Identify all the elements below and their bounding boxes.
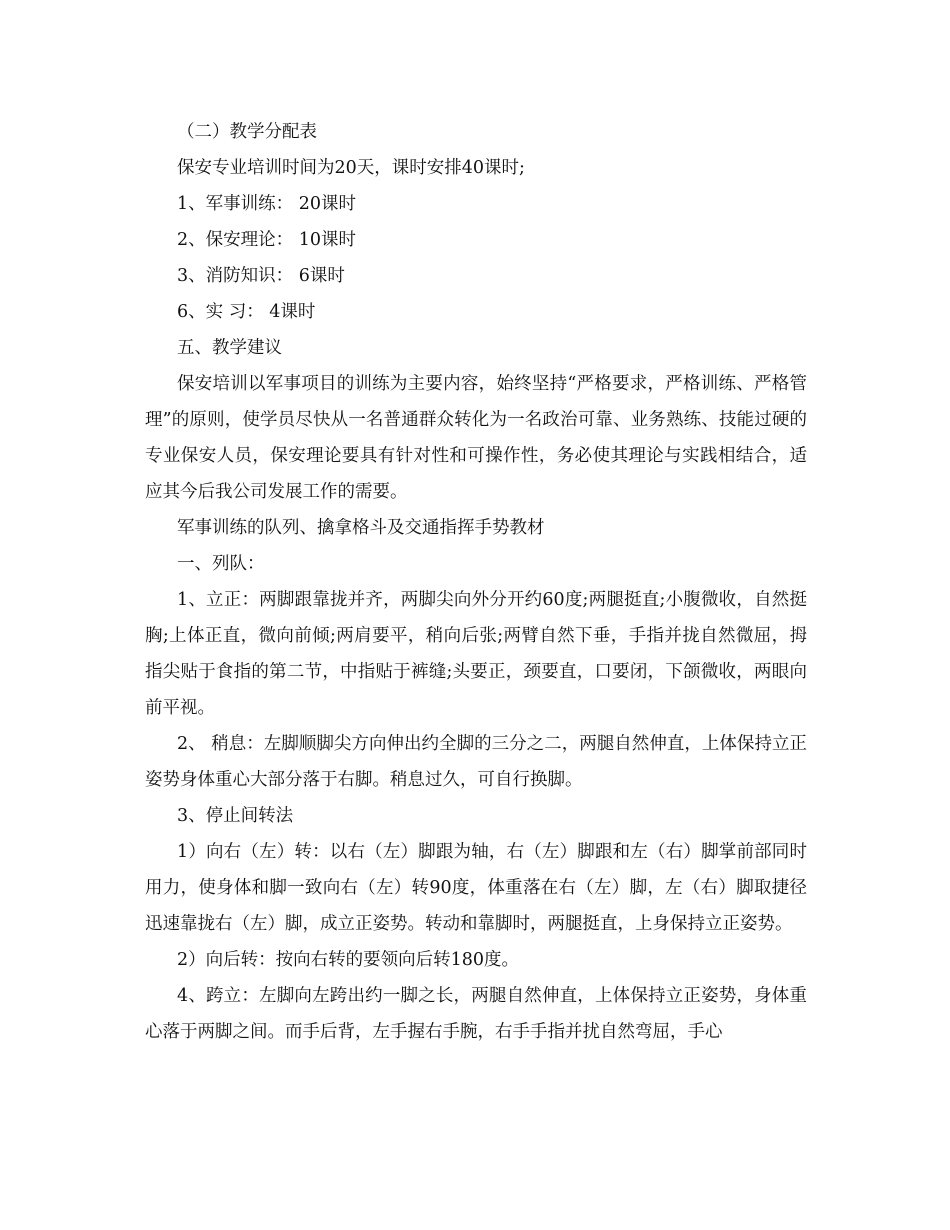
list-item-military-training: 1、军事训练： 20课时 [177,194,356,214]
section-heading-military-materials: 军事训练的队列、擒拿格斗及交通指挥手势教材 [177,518,545,538]
list-item-internship: 6、实 习： 4课时 [177,302,316,322]
list-item-fire-knowledge: 3、消防知识： 6课时 [177,266,345,286]
document-page [145,114,807,1050]
paragraph-right-left-face: 1）向右（左）转：以右（左）脚跟为轴，右（左）脚跟和左（右）脚掌前部同时用力，使身体和脚一致向右（左）转90度，体重落在右（左）脚，左（右）脚取捷径迅速靠拢右（左）脚，成立正姿势。转动和靠脚时，两腿挺直，上身保持立正姿势。 [145,842,807,934]
paragraph-parade-rest: 4、跨立：左脚向左跨出约一脚之长，两腿自然伸直，上体保持立正姿势，身体重心落于两脚之间。而手后背，左手握右手腕，右手手指并扰自然弯屈，手心 [145,986,807,1042]
section-heading-formation: 一、列队： [177,554,265,574]
paragraph-teaching-suggestions: 保安培训以军事项目的训练为主要内容，始终坚持“严格要求，严格训练、严格管理”的原则，使学员尽快从一名普通群众转化为一名政治可靠、业务熟练、技能过硬的专业保安人员，保安理论要具有针对性和可操作性，务必使其理论与实践相结合，适应其今后我公司发展工作的需要。 [145,374,807,502]
list-item-security-theory: 2、保安理论： 10课时 [177,230,356,250]
section-heading-turning: 3、停止间转法 [177,806,294,826]
section-heading-teaching-allocation: （二）教学分配表 [177,122,317,142]
paragraph-attention-stance: 1、立正：两脚跟靠拢并齐，两脚尖向外分开约60度;两腿挺直;小腹微收，自然挺胸;上体正直，微向前倾;两肩要平，稍向后张;两臂自然下垂，手指并拢自然微屈，拇指尖贴于食指的第二节，中指贴于裤缝;头要正，颈要直，口要闭，下颌微收，两眼向前平视。 [145,590,807,718]
section-heading-teaching-suggestions: 五、教学建议 [177,338,282,358]
paragraph-at-ease: 2、 稍息：左脚顺脚尖方向伸出约全脚的三分之二，两腿自然伸直，上体保持立正姿势身体重心大部分落于右脚。稍息过久，可自行换脚。 [145,734,807,790]
paragraph-about-face: 2）向后转：按向右转的要领向后转180度。 [177,950,520,970]
paragraph-training-duration: 保安专业培训时间为20天，课时安排40课时; [177,158,525,178]
